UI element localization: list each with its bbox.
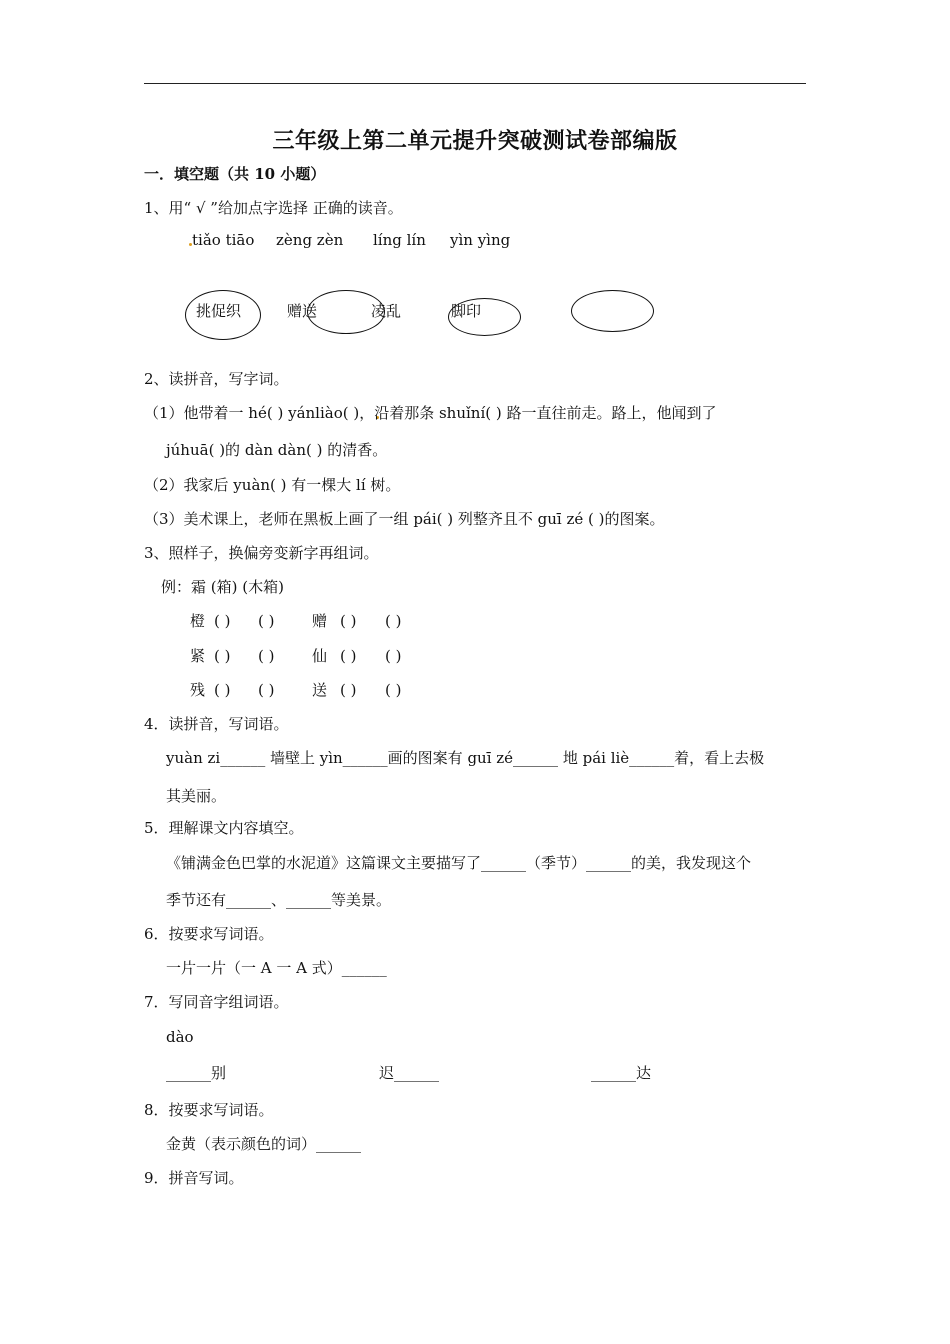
q6-prompt: 6．按要求写词语。 <box>144 925 274 943</box>
q2-line1: （1）他带着一 hé( ) yánliào( )，沿着那条 shuǐní( ) 路一直往前走。路上，他闻到了 <box>144 404 717 422</box>
q7-prompt: 7．写同音字组词语。 <box>144 993 289 1011</box>
q3-cell: 赠 <box>312 612 328 630</box>
q3-cell: ( ) <box>385 647 402 665</box>
q3-cell: ( ) <box>214 681 231 699</box>
q3-example: 例：霜 (箱) (木箱) <box>161 578 284 596</box>
q3-cell: ( ) <box>385 681 402 699</box>
q3-cell: ( ) <box>258 612 275 630</box>
q6-line1: 一片一片（一 A 一 A 式）______ <box>166 959 387 977</box>
q7-item-3: ______达 <box>591 1064 652 1082</box>
q5-line2: 季节还有______、______等美景。 <box>166 891 392 909</box>
page-title: 三年级上第二单元提升突破测试卷部编版 <box>272 129 678 154</box>
q1-word-3: 凌乱 <box>371 302 402 320</box>
q2-line3: （3）美术课上，老师在黑板上画了一组 pái( ) 列整齐且不 guī zé ( )的图案。 <box>144 510 665 528</box>
q1-prompt: 1、用“ √ ”给加点字选择 正确的读音。 <box>144 199 403 217</box>
q7-pinyin: dào <box>166 1028 194 1046</box>
q3-cell: 残 <box>190 681 206 699</box>
q3-cell: ( ) <box>340 612 357 630</box>
q1-pinyin-2: zèng zèn <box>276 231 344 249</box>
q1-word-2: 赠送 <box>287 302 318 320</box>
q3-cell: ( ) <box>258 647 275 665</box>
q3-cell: ( ) <box>340 681 357 699</box>
q7-item-2: 迟______ <box>379 1064 440 1082</box>
q9-prompt: 9．拼音写词。 <box>144 1169 244 1187</box>
q4-line1: yuàn zi______ 墙壁上 yìn______画的图案有 guī zé______ 地 pái liè______着，看上去极 <box>166 749 765 767</box>
q3-cell: ( ) <box>214 647 231 665</box>
q8-prompt: 8．按要求写词语。 <box>144 1101 274 1119</box>
q1-pinyin-3: líng lín <box>373 231 426 249</box>
q5-prompt: 5．理解课文内容填空。 <box>144 819 304 837</box>
q3-cell: ( ) <box>385 612 402 630</box>
emphasis-dot <box>189 243 192 246</box>
q2-line2: （2）我家后 yuàn( ) 有一棵大 lí 树。 <box>144 476 401 494</box>
q3-cell: ( ) <box>258 681 275 699</box>
q1-word-4: 脚印 <box>451 302 482 320</box>
answer-oval <box>571 290 654 332</box>
q1-pinyin-4: yìn yìng <box>450 231 511 249</box>
q3-cell: 送 <box>312 681 328 699</box>
q5-line1: 《铺满金色巴掌的水泥道》这篇课文主要描写了______（季节）______的美，我发现这个 <box>166 854 752 872</box>
q3-prompt: 3、照样子，换偏旁变新字再组词。 <box>144 544 379 562</box>
q3-cell: 紧 <box>190 647 206 665</box>
header-rule <box>144 83 806 84</box>
q2-line1b: júhuā( )的 dàn dàn( ) 的清香。 <box>166 441 388 459</box>
q1-pinyin-1: tiǎo tiāo <box>192 231 255 249</box>
q3-cell: 橙 <box>190 612 206 630</box>
q1-word-1: 挑促织 <box>196 302 242 320</box>
q4-line2: 其美丽。 <box>166 787 227 805</box>
q3-cell: 仙 <box>312 647 328 665</box>
q3-cell: ( ) <box>214 612 231 630</box>
q7-item-1: ______别 <box>166 1064 227 1082</box>
q2-prompt: 2、读拼音，写字词。 <box>144 370 289 388</box>
q4-prompt: 4．读拼音，写词语。 <box>144 715 289 733</box>
q3-cell: ( ) <box>340 647 357 665</box>
q8-line1: 金黄（表示颜色的词）______ <box>166 1135 362 1153</box>
section-heading: 一．填空题（共 10 小题） <box>144 165 326 183</box>
